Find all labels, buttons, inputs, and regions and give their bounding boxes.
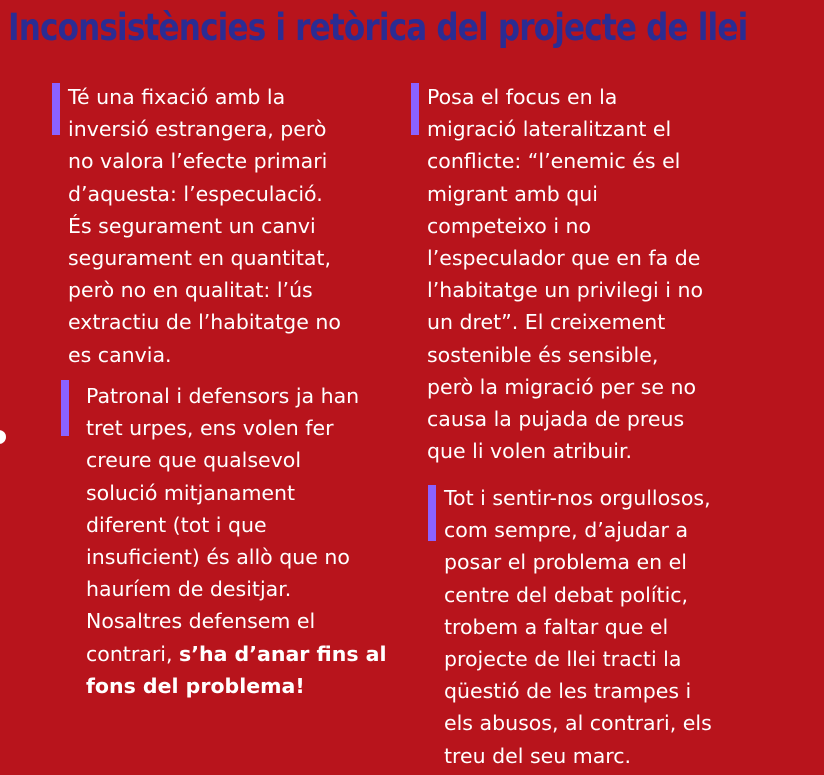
accent-bar-left-1 [52,83,60,135]
left-paragraph-2-text: Patronal i defensors ja han tret urpes, ens volen fer creure que qualsevol solució mitjanament diferent (tot i que insuficient) és allò que no hauríem de desitjar. Nosaltres defensem el contrari, [86,384,360,666]
left-paragraph-2 [86,380,387,702]
right-paragraph-1: Posa el focus en la migració lateralitzant el conflicte: “l’enemic és el migrant amb qui competeixo i no l’especulador que en fa de l’habitatge un privilegi i no un dret”. El creixement sostenible és sensible, però la migració per se no causa la pujada de preus que li volen atribuir. [427,85,703,464]
right-paragraph-2: Tot i sentir-nos orgullosos, com sempre, d’ajudar a posar el problema en el centre del debat polític, trobem a faltar que el projecte de llei tracti la qüestió de les trampes i els abusos, al contrari, els treu del seu marc. [444,486,712,768]
accent-bar-left-2 [61,380,69,436]
page-title: Inconsistències i retòrica del projecte de llei [8,6,748,49]
accent-bar-right-2 [428,485,436,541]
left-paragraph-1: Té una fixació amb la inversió estrangera, però no valora l’efecte primari d’aquesta: l’especulació. És segurament un canvi segurament en quantitat, però no en qualitat: l’ús extractiu de l’habitatge no es canvia. [68,85,341,367]
edge-dot-decoration [0,430,6,444]
left-paragraph-2-bold: s’ha d’anar fins al fons del problema! [86,641,387,698]
accent-bar-right-1 [411,83,419,135]
